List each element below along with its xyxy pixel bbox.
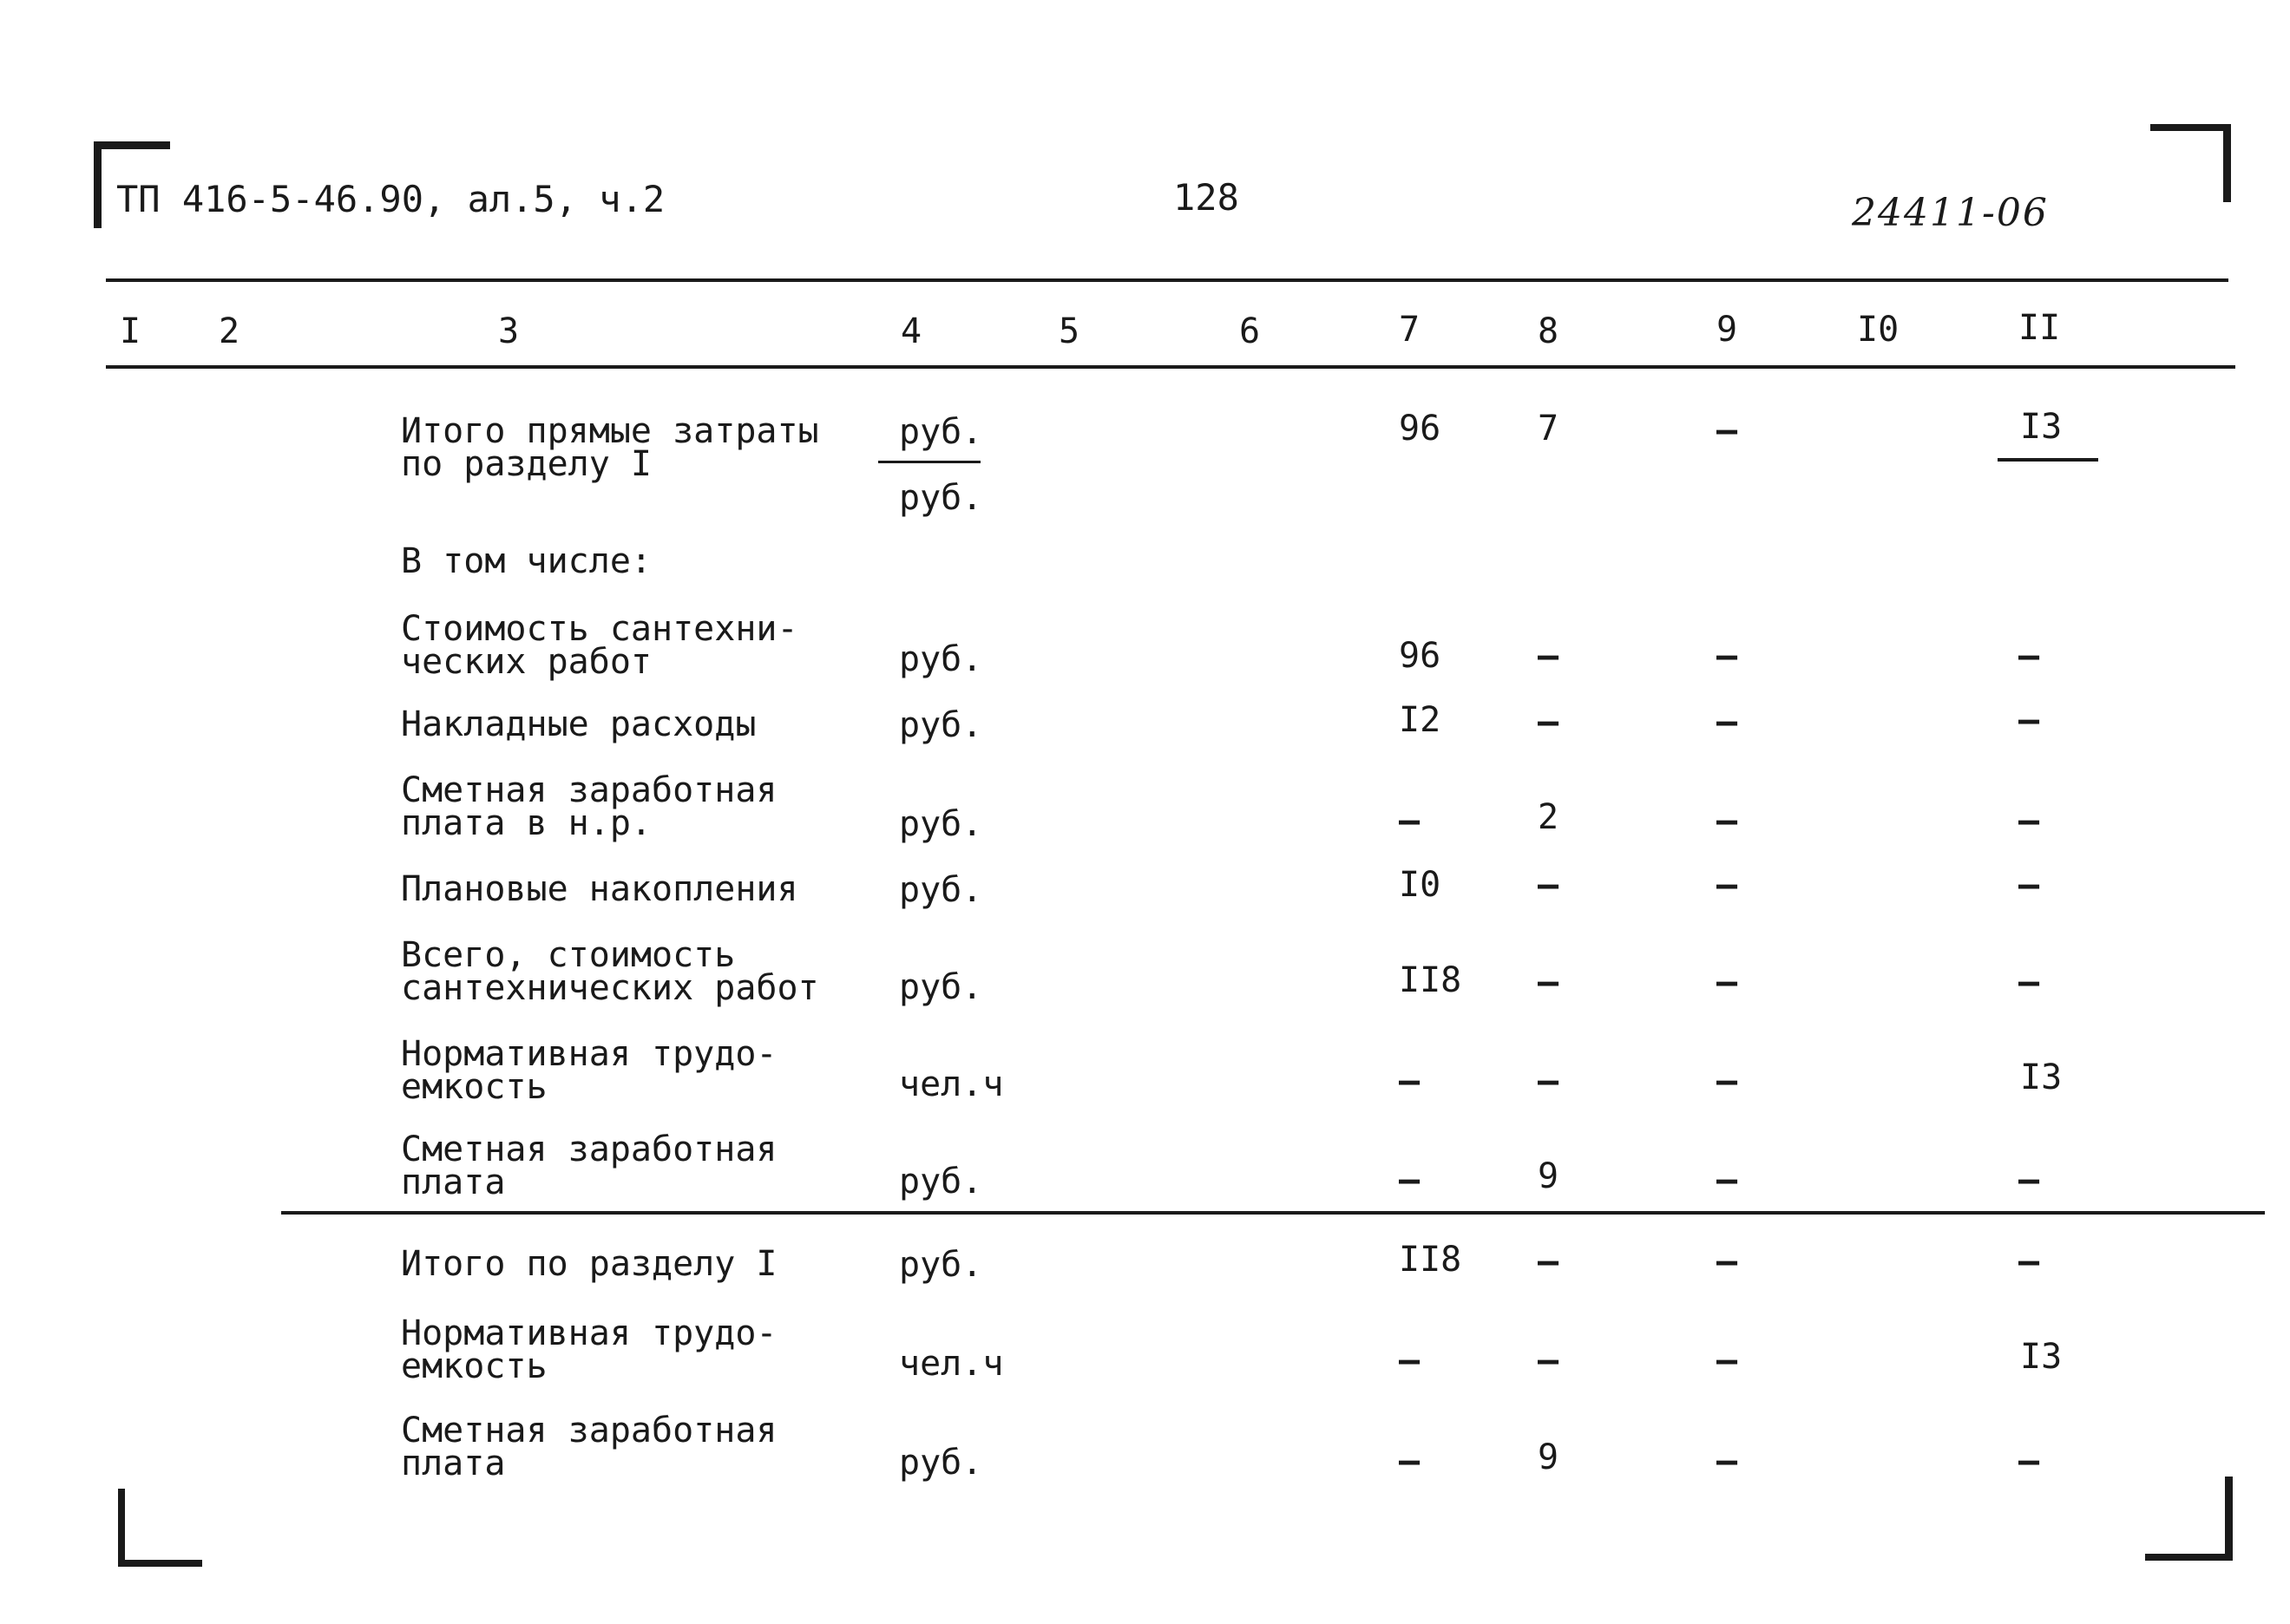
row-description: Всего, стоимость сантехнических работ bbox=[401, 935, 819, 1008]
row-col9: – bbox=[1716, 636, 1738, 676]
row-description: Плановые накопления bbox=[401, 869, 798, 909]
row-unit: руб. bbox=[899, 1245, 983, 1285]
row-unit: чел.ч bbox=[899, 1344, 1004, 1384]
row-col7: – bbox=[1399, 1340, 1421, 1380]
document-reference: ТП 416-5-46.90, ал.5, ч.2 bbox=[116, 178, 666, 220]
row-col8: – bbox=[1538, 865, 1559, 905]
row-col7: 96 bbox=[1399, 636, 1441, 676]
row-unit: руб. bbox=[899, 967, 983, 1007]
table-top-rule bbox=[106, 278, 2228, 282]
row-col7: – bbox=[1399, 1441, 1421, 1481]
row-col11: – bbox=[2018, 962, 2040, 1002]
fraction-line bbox=[1998, 458, 2098, 462]
row-col11: I3 bbox=[2020, 1337, 2063, 1377]
row-col8: 2 bbox=[1538, 797, 1559, 837]
row-unit: руб. bbox=[899, 705, 983, 745]
row-description: Сметная заработная плата в н.р. bbox=[401, 770, 778, 843]
row-col8: – bbox=[1538, 636, 1559, 676]
row-description: Нормативная трудо- емкость bbox=[401, 1034, 778, 1107]
section-divider-rule bbox=[281, 1211, 2265, 1215]
column-header: I bbox=[120, 311, 141, 351]
row-unit-denominator: руб. bbox=[899, 478, 983, 518]
page-number: 128 bbox=[1173, 176, 1239, 219]
row-col7: – bbox=[1399, 801, 1421, 841]
column-header: 8 bbox=[1538, 311, 1559, 351]
row-col11: – bbox=[2018, 1160, 2040, 1200]
row-col11: – bbox=[2018, 636, 2040, 676]
row-col8: – bbox=[1538, 1340, 1559, 1380]
row-unit: руб. bbox=[899, 1162, 983, 1202]
row-description: Итого прямые затраты по разделу I bbox=[401, 411, 819, 484]
row-col8: – bbox=[1538, 702, 1559, 742]
row-unit: чел.ч bbox=[899, 1064, 1004, 1104]
row-col11: I3 bbox=[2020, 1058, 2063, 1097]
row-col8: – bbox=[1538, 1061, 1559, 1101]
row-unit: руб. bbox=[899, 639, 983, 679]
row-col7: 96 bbox=[1399, 409, 1441, 449]
row-col9: – bbox=[1716, 801, 1738, 841]
row-col7: I0 bbox=[1399, 865, 1441, 905]
column-header: I0 bbox=[1857, 310, 1900, 350]
row-col11: – bbox=[2018, 1241, 2040, 1281]
row-col7: II8 bbox=[1399, 960, 1462, 1000]
row-col9: – bbox=[1716, 1160, 1738, 1200]
row-unit: руб. bbox=[899, 412, 983, 452]
row-col9: – bbox=[1716, 410, 1738, 450]
column-header: 3 bbox=[498, 311, 520, 351]
row-col9: – bbox=[1716, 865, 1738, 905]
column-header: II bbox=[2018, 308, 2061, 348]
column-header: 2 bbox=[219, 311, 240, 351]
row-description: Сметная заработная плата bbox=[401, 1130, 778, 1202]
row-col7: I2 bbox=[1399, 700, 1441, 740]
row-unit: руб. bbox=[899, 1443, 983, 1483]
row-col8: 9 bbox=[1538, 1437, 1559, 1477]
row-description: В том числе: bbox=[401, 541, 652, 581]
row-col8: 9 bbox=[1538, 1156, 1559, 1196]
row-col7: – bbox=[1399, 1160, 1421, 1200]
row-col9: – bbox=[1716, 1441, 1738, 1481]
handwritten-code: 24411-06 bbox=[1852, 191, 2049, 235]
column-header: 9 bbox=[1716, 310, 1738, 350]
row-description: Накладные расходы bbox=[401, 704, 757, 744]
row-col9: – bbox=[1716, 962, 1738, 1002]
row-unit: руб. bbox=[899, 870, 983, 910]
row-col7: – bbox=[1399, 1061, 1421, 1101]
row-col8: – bbox=[1538, 1241, 1559, 1281]
row-col11: – bbox=[2018, 865, 2040, 905]
row-description: Нормативная трудо- емкость bbox=[401, 1313, 778, 1386]
row-col11: – bbox=[2018, 1441, 2040, 1481]
row-col11: – bbox=[2018, 801, 2040, 841]
row-col9: – bbox=[1716, 702, 1738, 742]
row-description: Сметная заработная плата bbox=[401, 1411, 778, 1483]
row-col8: 7 bbox=[1538, 409, 1559, 449]
row-unit: руб. bbox=[899, 804, 983, 844]
row-col7: II8 bbox=[1399, 1240, 1462, 1280]
row-col8: – bbox=[1538, 962, 1559, 1002]
row-description: Итого по разделу I bbox=[401, 1244, 778, 1284]
row-col11: – bbox=[2018, 700, 2040, 740]
fraction-line bbox=[878, 461, 981, 463]
row-col9: – bbox=[1716, 1241, 1738, 1281]
table-header-bottom-rule bbox=[106, 365, 2235, 369]
row-col9: – bbox=[1716, 1340, 1738, 1380]
column-header: 4 bbox=[901, 311, 922, 351]
column-header: 5 bbox=[1059, 311, 1080, 351]
row-col11: I3 bbox=[2020, 407, 2063, 447]
column-header: 7 bbox=[1399, 310, 1421, 350]
column-header: 6 bbox=[1239, 311, 1261, 351]
row-col9: – bbox=[1716, 1061, 1738, 1101]
row-description: Стоимость сантехни- ческих работ bbox=[401, 609, 798, 682]
